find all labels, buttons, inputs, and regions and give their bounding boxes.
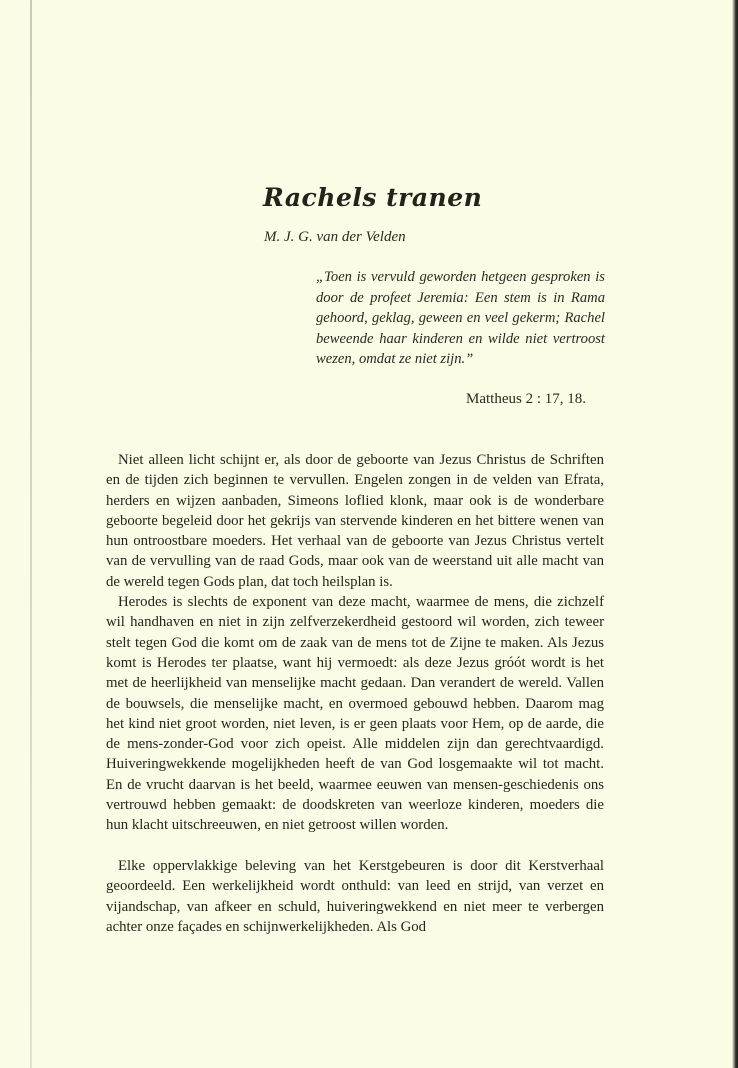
epigraph-reference: Mattheus 2 : 17, 18.: [466, 391, 586, 407]
article-author: M. J. G. van der Velden: [264, 229, 406, 245]
body-paragraph: Elke oppervlakkige beleving van het Kerstgebeuren is door dit Kerstverhaal geoordeeld. Een werkelijkheid wordt onthuld: van leed en strijd, van verzet en vijandschap, van afkeer en schuld, huiveringwekkend en niet meer te verbergen achter onze façades en schijnwerkelijkheden. Als God: [106, 858, 604, 935]
body-section-2: [106, 856, 604, 937]
body-section-1: [106, 450, 604, 836]
page-fold-shadow: [30, 0, 32, 1068]
epigraph-quote: „Toen is vervuld geworden hetgeen gesproken is door de profeet Jeremia: Een stem is in Rama gehoord, geklag, geween en veel gekerm; Rachel beweende haar kinderen en wilde niet vertroost wezen, omdat ze niet zijn.”: [316, 269, 605, 368]
page-edge-shadow: [732, 0, 738, 1068]
body-paragraph: Herodes is slechts de exponent van deze macht, waarmee de mens, die zichzelf wil handhaven en niet in zijn zelfverzekerdheid gestoord wil worden, zich teweer stelt tegen God die komt om de zaak van de mens tot de Zijne te maken. Als Jezus komt is Herodes ter plaatse, want hij vermoedt: als deze Jezus gróót wordt is het met de heerlijkheid van menselijke macht gedaan. Dan verandert de wereld. Vallen de bouwsels, die menselijke macht, en overmoed gebouwd hebben. Daarom mag het kind niet groot worden, niet leven, is er geen plaats voor Hem, op de aarde, die de mens-zonder-God voor zich opeist. Alle middelen zijn dan gerechtvaardigd. Huiveringwekkende mogelijkheden heeft de van God losgemaakte wil tot macht. En de vrucht daarvan is het beeld, waarmee eeuwen van mensen-geschiedenis ons vertrouwd hebben gemaakt: de doodskreten van weerloze kinderen, moeders die hun klacht uitschreeuwen, en niet getroost willen worden.: [106, 594, 604, 834]
body-paragraph: Niet alleen licht schijnt er, als door de geboorte van Jezus Christus de Schriften en de tijden zich beginnen te vervullen. Engelen zongen in de velden van Efrata, herders en wijzen aanbaden, Simeons loflied klonk, maar ook is de wonderbare geboorte begeleid door het gekrijs van stervende kinderen en het bittere wenen van hun ontroostbare moeders. Het verhaal van de geboorte van Jezus Christus vertelt van de vervulling van de raad Gods, maar ook van de weerstand uit alle macht van de wereld tegen Gods plan, dat toch heilsplan is.: [106, 452, 604, 590]
article-title: Rachels tranen: [263, 183, 483, 212]
